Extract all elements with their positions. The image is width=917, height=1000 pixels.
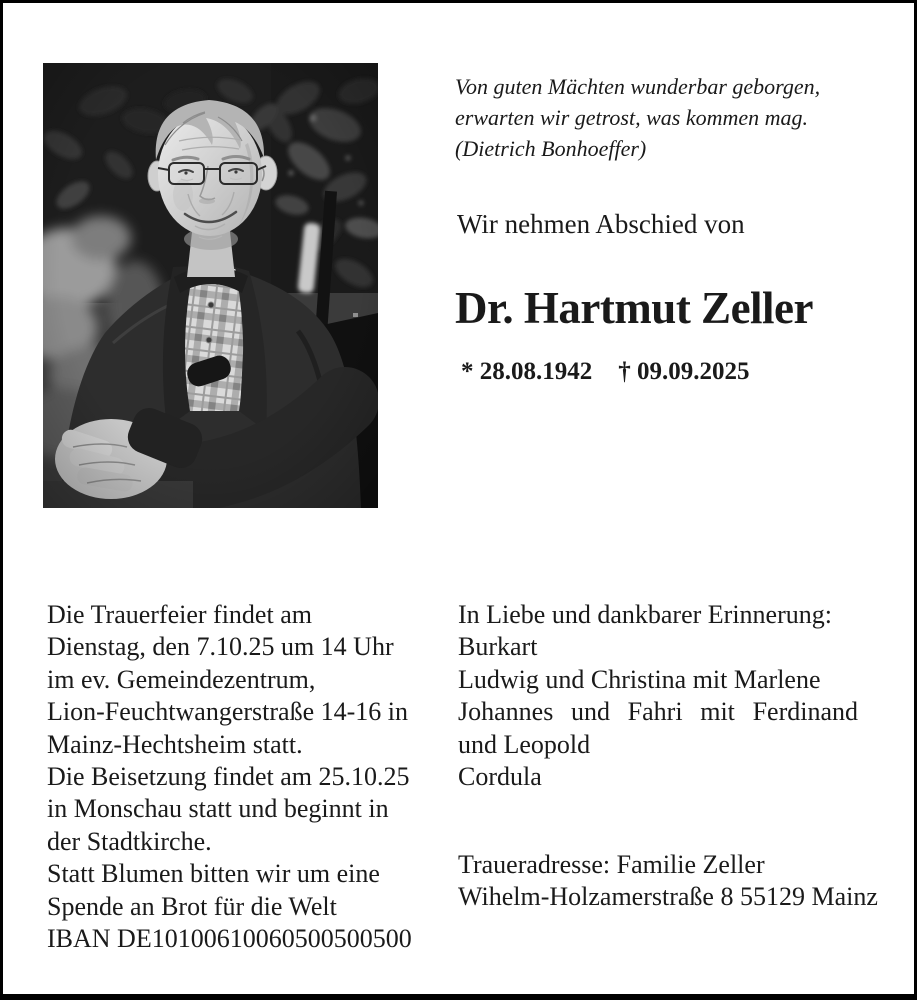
text-line: Spende an Brot für die Welt: [47, 891, 337, 921]
text-line: erwarten wir getrost, was kommen mag.: [455, 105, 809, 130]
portrait-photo: [43, 63, 378, 508]
text-line: In Liebe und dankbarer Erinnerung:: [458, 600, 832, 629]
memorial-names: [458, 599, 858, 793]
text-line: (Dietrich Bonhoeffer): [455, 136, 647, 161]
text-line: Johannes und Fahri mit Ferdinand: [458, 697, 858, 727]
text-line: Burkart: [458, 632, 538, 662]
text-line: Ludwig und Christina mit Marlene: [458, 664, 821, 694]
text-line: Die Trauerfeier findet am: [47, 600, 312, 629]
farewell-intro: Wir nehmen Abschied von: [457, 209, 745, 239]
text-line: der Stadtkirche.: [47, 826, 212, 856]
death-date: † 09.09.2025: [618, 358, 750, 385]
text-line: Die Beisetzung findet am 25.10.25: [47, 762, 410, 792]
text-line: im ev. Gemeindezentrum,: [47, 664, 316, 694]
deceased-name: Dr. Hartmut Zeller: [455, 283, 813, 333]
text-line: Von guten Mächten wunderbar geborgen,: [455, 74, 821, 99]
text-line: Traueradresse: Familie Zeller: [458, 850, 765, 879]
text-line: Cordula: [458, 762, 542, 792]
quote-block: [455, 71, 820, 164]
funeral-info: [47, 599, 419, 955]
text-line: Dienstag, den 7.10.25 um 14 Uhr: [47, 632, 394, 662]
text-line: Wihelm-Holzamerstraße 8 55129 Mainz: [458, 882, 878, 912]
text-line: Lion-Feuchtwangerstraße 14-16 in: [47, 697, 409, 727]
text-line: und Leopold: [458, 729, 591, 759]
mourning-address: [458, 849, 878, 914]
text-line: in Monschau statt und beginnt in: [47, 794, 389, 824]
text-line: Statt Blumen bitten wir um eine: [47, 859, 380, 889]
text-line: Mainz-Hechtsheim statt.: [47, 729, 303, 759]
life-dates: [461, 359, 750, 384]
text-line: IBAN DE10100610060500500500: [47, 924, 412, 954]
birth-date: * 28.08.1942: [461, 358, 593, 385]
photo-vignette: [43, 63, 378, 508]
